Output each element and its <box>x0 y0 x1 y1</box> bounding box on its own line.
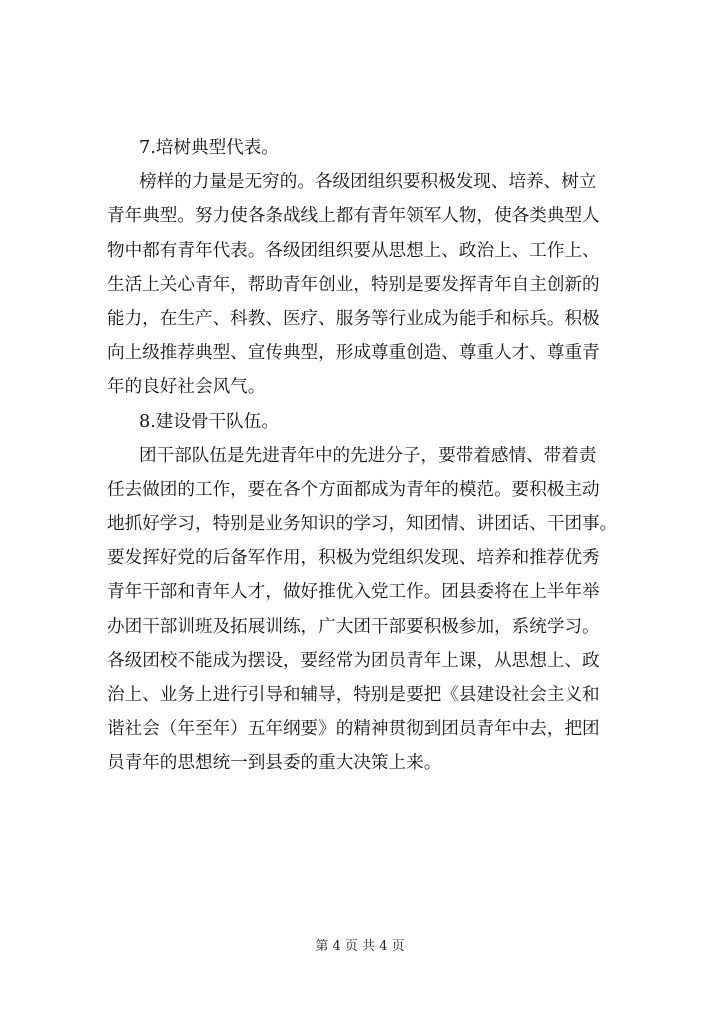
paragraph-line: 员青年的思想统一到县委的重大决策上来。 <box>107 753 442 774</box>
paragraph-line: 能力，在生产、科教、医疗、服务等行业成为能手和标兵。积极 <box>107 308 600 329</box>
paragraph-line: 年的良好社会风气。 <box>107 377 266 398</box>
paragraph-line: 团干部队伍是先进青年中的先进分子，要带着感情、带着责 <box>139 445 597 466</box>
section-heading: 7.培树典型代表。 <box>139 138 279 158</box>
paragraph-line: 谐社会（年至年）五年纲要》的精神贯彻到团员青年中去，把团 <box>107 719 600 740</box>
page-number-footer: 第 4 页 共 4 页 <box>315 939 405 954</box>
paragraph-line: 物中都有青年代表。各级团组织要从思想上、政治上、工作上、 <box>107 240 600 261</box>
paragraph-line: 向上级推荐典型、宣传典型，形成尊重创造、尊重人才、尊重青 <box>107 343 600 364</box>
paragraph-line: 办团干部训班及拓展训练，广大团干部要积极参加，系统学习。 <box>107 616 600 637</box>
paragraph-line: 生活上关心青年，帮助青年创业，特别是要发挥青年自主创新的 <box>107 274 600 295</box>
paragraph-line: 青年典型。努力使各条战线上都有青年领军人物，使各类典型人 <box>107 206 600 227</box>
paragraph-line: 榜样的力量是无穷的。各级团组织要积极发现、培养、树立 <box>139 172 597 193</box>
paragraph-line: 任去做团的工作，要在各个方面都成为青年的模范。要积极主动 <box>107 479 600 500</box>
paragraph-line: 各级团校不能成为摆设，要经常为团员青年上课，从思想上、政 <box>107 650 600 671</box>
paragraph-line: 治上、业务上进行引导和辅导，特别是要把《县建设社会主义和 <box>107 685 600 705</box>
document-body <box>107 131 627 781</box>
paragraph-line: 地抓好学习，特别是业务知识的学习，知团情、讲团话、干团事。 <box>107 514 618 535</box>
paragraph-line: 青年干部和青年人才，做好推优入党工作。团县委将在上半年举 <box>107 582 600 603</box>
section-heading: 8.建设骨干队伍。 <box>139 411 279 432</box>
paragraph-line: 要发挥好党的后备军作用，积极为党组织发现、培养和推荐优秀 <box>107 548 600 569</box>
